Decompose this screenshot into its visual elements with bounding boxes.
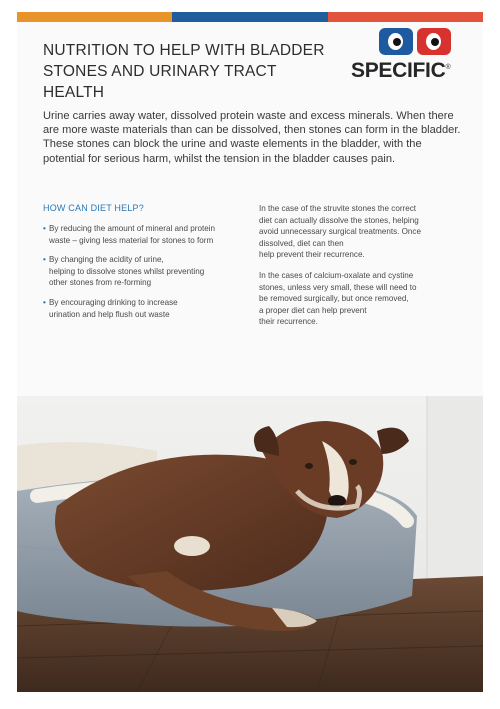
bullet-text: By reducing the amount of mineral and protein waste – giving less material for stones to form xyxy=(49,224,216,245)
stripe-blue xyxy=(172,12,328,22)
blue-eye-icon xyxy=(379,28,413,55)
section-heading: HOW CAN DIET HELP? xyxy=(43,203,144,213)
color-stripe-bar xyxy=(17,12,483,22)
logo-wordmark xyxy=(351,59,450,83)
page xyxy=(17,12,483,692)
registered-mark: ® xyxy=(445,64,451,71)
bullet-dot: • xyxy=(43,297,46,307)
bullet-text: By changing the acidity of urine, helping to dissolve stones whilst preventing other stones from re-forming xyxy=(49,255,205,288)
dog-photo xyxy=(17,396,483,692)
struvite-paragraph: In the case of the struvite stones the correct diet can actually dissolve the stones, helping avoid unnecessary surgical treatments. Once dissolved, diet can then help prevent their recurrence. xyxy=(259,204,421,260)
calcium-oxalate-paragraph: In the cases of calcium-oxalate and cystine stones, unless very small, these will need to be removed surgically, but once removed, a proper diet can help prevent their recurrence. xyxy=(259,270,417,327)
stripe-orange xyxy=(17,12,172,22)
intro-paragraph: Urine carries away water, dissolved protein waste and excess minerals. When there are more waste materials than can be dissolved, then stones can form in the bladder. These stones can block the urine and waste elements in the bladder, with the potential for serious harm, whilst the tension in the bladder causes pain. xyxy=(43,110,461,165)
bullet-item xyxy=(43,297,248,320)
bullet-dot: • xyxy=(43,255,46,265)
stripe-red xyxy=(328,12,483,22)
bullet-item xyxy=(43,254,248,289)
bullet-dot: • xyxy=(43,224,46,233)
page-title: NUTRITION TO HELP WITH BLADDER STONES AND URINARY TRACT HEALTH xyxy=(43,42,325,101)
bullet-item xyxy=(43,223,248,246)
stones-info-section xyxy=(259,203,469,337)
red-eye-icon xyxy=(417,28,451,55)
specific-logo xyxy=(351,28,479,84)
diet-help-section xyxy=(43,203,248,328)
logo-wordmark-text: SPECIFIC xyxy=(351,59,446,82)
dog-in-bed-image xyxy=(17,396,483,692)
bullet-text: By encouraging drinking to increase urination and help flush out waste xyxy=(49,297,178,319)
